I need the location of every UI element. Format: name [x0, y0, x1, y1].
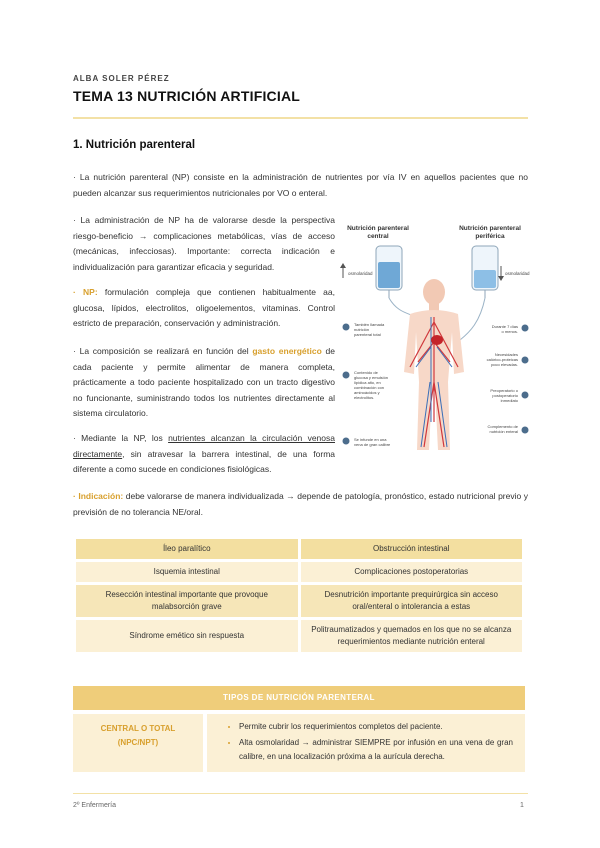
peripheral-title-1: Nutrición parenteral — [459, 225, 521, 232]
peripheral-title-2: periférica — [475, 233, 505, 240]
svg-text:Preoperatorio opostoperatorioi — [490, 388, 518, 403]
list-item: • Permite cubrir los requerimientos completos del paciente. — [239, 720, 513, 734]
indications-table — [73, 536, 525, 655]
types-row-label-line-2: (NPC/NPT) — [117, 738, 159, 747]
right-note-3-line-2: postoperatorio — [492, 393, 518, 398]
table-cell: Resección intestinal importante que provoque malabsorción grave — [76, 585, 298, 617]
table-row — [76, 620, 522, 652]
table-row — [76, 539, 522, 559]
svg-text:Necesidadescalórico-proteicasp — [487, 352, 518, 367]
table-cell: Íleo paralítico — [76, 539, 298, 559]
right-note-2-line-2: calórico-proteicas — [486, 357, 518, 362]
right-note-3-line-3: inmediato — [500, 398, 518, 403]
list-item: • Alta osmolaridad → administrar SIEMPRE por infusión en una vena de gran calibre, en una localización próxima a la aurícula derecha. — [239, 736, 513, 764]
right-note-3-line-1: Preoperatorio o — [490, 388, 518, 393]
right-note-2-line-1: Necesidades — [494, 352, 518, 357]
left-note-1-line-2: nutrición — [354, 327, 370, 332]
circulation-underlined: nutrientes alcanzan la circulación venosa directamente — [73, 433, 335, 459]
types-row-label-line-1: CENTRAL O TOTAL — [100, 724, 176, 733]
right-note-operative — [490, 388, 528, 403]
right-osmolarity-label: osmolaridad — [505, 271, 530, 276]
right-note-complement — [488, 424, 529, 434]
table-cell: Complicaciones postoperatorias — [301, 562, 523, 582]
left-note-2-line-1: Contenido de — [354, 370, 378, 375]
svg-text:Durante 7 díaso menos. — [492, 324, 518, 334]
page-number: 1 — [520, 802, 524, 809]
circulation-text-a: · Mediante la NP, los — [73, 433, 169, 443]
np-accent: · NP: — [73, 287, 98, 297]
types-table — [73, 686, 525, 772]
energy-accent: gasto energético — [252, 346, 322, 356]
left-note-2-line-6: electrolitos. — [354, 395, 375, 400]
right-note-duration — [492, 324, 529, 334]
title-divider — [73, 117, 528, 119]
indication-accent: · Indicación: — [73, 491, 124, 501]
paragraph-risk-benefit: · La administración de NP ha de valorarse desde la perspectiva riesgo-beneficio → complicaciones metabólicas, vías de acceso (mecánicas, infecciosas). Importante: correcta indicación e individualización para garantizar eficacia y seguridad. — [73, 215, 335, 272]
right-note-needs — [487, 352, 529, 367]
right-note-1-line-2: o menos. — [501, 329, 518, 334]
types-bullet-list — [221, 720, 513, 764]
table-cell: Obstrucción intestinal — [301, 539, 523, 559]
table-row — [76, 585, 522, 617]
types-table-header: TIPOS DE NUTRICIÓN PARENTERAL — [73, 686, 525, 710]
svg-text:Contenido deglucosa y emulsión — [354, 370, 388, 400]
left-note-1-line-3: parenteral total — [354, 332, 381, 337]
left-note-vein — [343, 437, 392, 447]
right-note-2-line-3: poco elevadas. — [491, 362, 518, 367]
author-name: ALBA SOLER PÉREZ — [73, 74, 170, 83]
composition-text-a: · La composición se realizará en función del — [73, 346, 253, 356]
paragraph-circulation — [73, 431, 335, 478]
paragraph-composition — [73, 344, 335, 422]
page-title: TEMA 13 NUTRICIÓN ARTIFICIAL — [73, 88, 301, 104]
left-note-2-line-4: combinación con — [354, 385, 385, 390]
paragraph-definition: · La nutrición parenteral (NP) consiste en la administración de nutrientes por vía IV en aquellos pacientes que no pueden alcanzar sus requerimientos nutricionales por VO o enteral. — [73, 172, 528, 198]
central-iv-bag — [376, 246, 422, 322]
table-cell: Politraumatizados y quemados en los que no se alcanza requerimientos mediante nutrición enteral — [301, 620, 523, 652]
circulation-text-b: , sin atravesar la barrera intestinal, de una forma diferente a como sucede en condiciones fisiológicas. — [73, 448, 335, 474]
left-note-3-line-2: vena de gran calibre — [354, 442, 391, 447]
central-title-1: Nutrición parenteral — [347, 225, 409, 232]
np-text: formulación compleja que contienen habitualmente aa, glucosa, lípidos, electrolitos, oligoelementos, vitaminas. Control estricto de preparación, conservación y administración. — [73, 287, 335, 328]
left-osmolarity — [340, 263, 373, 278]
paragraph-np-formulation — [73, 285, 335, 332]
central-title-2: central — [367, 233, 389, 240]
left-note-1-line-1: También llamada — [354, 322, 385, 327]
section-heading: 1. Nutrición parenteral — [73, 139, 196, 151]
types-table-row — [73, 714, 525, 772]
left-note-content — [343, 370, 389, 400]
body-circulation-illustration — [404, 279, 464, 450]
footer-divider — [73, 793, 528, 794]
types-row-body — [207, 714, 525, 772]
footer-course: 2º Enfermería — [73, 802, 117, 809]
left-note-total — [343, 322, 386, 337]
indication-text: debe valorarse de manera individualizada → depende de patología, pronóstico, estado nutricional previo y previsión de no tolerancia NE/oral. — [73, 491, 528, 517]
types-row-label — [73, 714, 203, 772]
left-note-3-line-1: Se infunde en una — [354, 437, 387, 442]
right-note-1-line-1: Durante 7 días — [491, 324, 518, 329]
table-row — [76, 562, 522, 582]
left-note-2-line-3: lipídica alto, en — [354, 380, 381, 385]
table-cell: Isquemia intestinal — [76, 562, 298, 582]
paragraph-indication — [73, 489, 528, 520]
right-note-4-line-2: nutrición enteral — [489, 429, 518, 434]
right-osmolarity — [498, 266, 530, 281]
left-osmolarity-label: osmolaridad — [348, 271, 373, 276]
svg-text:Se infunde en unavena de gran — [354, 437, 391, 447]
left-note-2-line-5: aminoácidos y — [354, 390, 380, 395]
left-note-2-line-2: glucosa y emulsión — [354, 375, 389, 380]
table-cell: Síndrome emético sin respuesta — [76, 620, 298, 652]
composition-text-b: de cada paciente y permite alimentar de manera completa, prácticamente a todo paciente hospitalizado con un tracto digestivo no funcionante, suministrando todos los nutrientes directamente al sistema circulatorio. — [73, 346, 335, 418]
svg-text:También llamadanutriciónparent — [354, 322, 385, 337]
right-note-4-line-1: Complemento de — [487, 424, 518, 429]
table-cell: Desnutrición importante prequirúrgica sin acceso oral/enteral o intolerancia a estas — [301, 585, 523, 617]
parenteral-nutrition-figure — [340, 222, 530, 457]
svg-text:Complemento denutrición entera — [488, 424, 519, 434]
